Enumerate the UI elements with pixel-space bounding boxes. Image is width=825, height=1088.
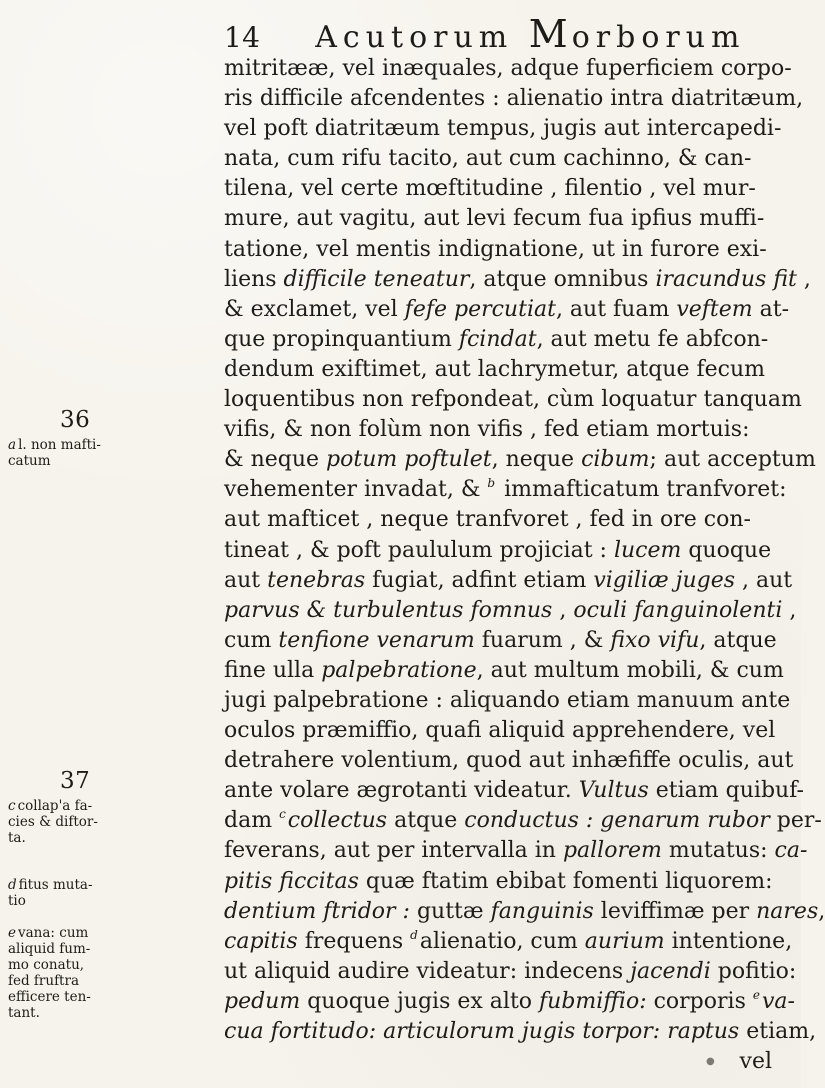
italic-term: jacendi <box>630 958 711 984</box>
text-segment: immafticatum tranfvoret: <box>497 477 787 503</box>
print-speck: ● <box>706 1056 715 1067</box>
text-line <box>224 596 797 626</box>
text-segment: dendum exiftimet, aut lachrymetur, atque fecum <box>224 356 765 382</box>
footnote-marker: d <box>410 927 418 942</box>
main-text <box>224 54 825 1077</box>
text-segment: tineat , & poft paululum projiciat : <box>224 537 614 563</box>
text-segment: que propinquantium <box>224 326 459 352</box>
text-line <box>224 505 772 535</box>
text-line <box>224 415 772 445</box>
italic-term: cua fortitudo: articulorum jugis torpor: raptus <box>224 1019 740 1044</box>
italic-term: va- <box>761 988 795 1014</box>
text-segment: aut mafticet , neque tranfvoret , fed in ore con- <box>224 507 751 533</box>
italic-term: lucem <box>613 537 682 563</box>
text-segment: quoque jugis ex alto <box>300 988 540 1014</box>
italic-term: conductus : genarum rubor <box>464 808 770 834</box>
text-line <box>224 987 795 1017</box>
text-line <box>224 927 793 957</box>
text-segment: , <box>818 898 825 924</box>
text-segment: etiam quibuf- <box>648 778 804 804</box>
text-segment: , <box>796 266 811 292</box>
italic-term: fcindat <box>458 326 537 352</box>
text-line <box>224 536 772 566</box>
margin-note-e <box>8 925 116 1021</box>
running-title-big-letter: M <box>528 12 572 56</box>
italic-term: palpebratione <box>321 657 477 683</box>
margin-note-e-text: vana: cum aliquid fum- mo conatu, fed fruftra efficere ten- tant. <box>8 925 91 1021</box>
margin-note-a <box>8 437 116 469</box>
text-line <box>224 385 802 415</box>
text-segment: vifis, & non folùm non vifis , fed etiam mortuis: <box>224 417 750 443</box>
text-line <box>224 626 777 656</box>
text-segment: vel poft diatritæum tempus, jugis aut intercapedi- <box>224 116 782 142</box>
italic-term: collectus <box>287 808 388 834</box>
text-line <box>224 897 825 927</box>
italic-term: oculi fanguinolenti <box>573 597 783 623</box>
text-segment: , <box>552 597 574 623</box>
italic-term: Vultus <box>578 778 649 804</box>
text-segment: quæ ftatim ebibat fomenti liquorem: <box>358 868 773 894</box>
text-line <box>224 1017 817 1047</box>
text-line <box>224 566 793 596</box>
text-segment: & neque <box>224 447 327 473</box>
text-segment: & exclamet, vel <box>224 296 405 322</box>
margin-notes <box>0 0 118 1088</box>
italic-term: pitis ficcitas <box>224 868 359 894</box>
text-line <box>224 806 822 836</box>
text-segment: mutatus: <box>661 838 775 864</box>
text-segment: , atque omnibus <box>469 266 656 292</box>
text-segment: ante volare ægrotanti videatur. <box>224 778 579 804</box>
italic-term: aurium <box>584 928 665 954</box>
text-line <box>224 957 797 987</box>
catchword: vel <box>739 1049 772 1075</box>
text-segment: , <box>782 597 797 623</box>
text-segment: pofitio: <box>710 958 797 984</box>
text-line <box>224 114 782 144</box>
text-segment: , neque <box>491 447 582 473</box>
italic-term: fixo vifu <box>610 627 700 653</box>
text-line <box>224 325 772 355</box>
text-segment: dam <box>224 808 280 834</box>
italic-term: tenfione venarum <box>278 627 475 653</box>
italic-term: ca- <box>774 838 808 864</box>
text-line <box>224 686 791 716</box>
italic-term: nares <box>756 898 819 924</box>
margin-note-c-letter: c <box>8 798 16 814</box>
page-number: 14 <box>224 21 261 54</box>
footnote-marker: c <box>279 807 286 822</box>
italic-term: vigiliæ juges <box>593 567 736 593</box>
paragraph-number-37: 37 <box>60 768 91 794</box>
text-line <box>224 867 772 897</box>
text-line <box>224 836 808 866</box>
paragraph-number-36: 36 <box>60 407 91 433</box>
margin-note-c <box>8 798 116 846</box>
text-segment: quoque <box>681 537 772 563</box>
text-segment: ; aut acceptum <box>649 447 816 473</box>
text-line <box>224 656 784 686</box>
italic-term: cibum <box>581 447 650 473</box>
italic-term: difficile teneatur <box>283 266 470 292</box>
italic-term: pedum <box>224 988 301 1014</box>
italic-term: dentium ftridor : <box>224 898 410 924</box>
text-line <box>224 84 804 114</box>
text-segment: ris difficile afcendentes : alienatio intra diatritæum, <box>224 86 804 112</box>
running-title <box>315 12 745 56</box>
text-line <box>224 1047 772 1077</box>
text-segment: fuarum , & <box>474 627 611 653</box>
italic-term: potum poftulet <box>326 447 492 473</box>
text-segment: tatione, vel mentis indignatione, ut in furore exi- <box>224 236 767 262</box>
text-segment: aut <box>224 567 268 593</box>
italic-term: fubmiffio: <box>539 988 647 1014</box>
text-line <box>224 355 772 385</box>
text-segment: fine ulla <box>224 657 322 683</box>
text-segment: at- <box>752 296 790 322</box>
italic-term: fanguinis <box>490 898 594 924</box>
text-segment: frequens <box>297 928 411 954</box>
margin-note-e-letter: e <box>8 925 16 941</box>
text-line <box>224 144 772 174</box>
text-segment: etiam, <box>739 1019 817 1044</box>
margin-note-d-text: fitus muta- tio <box>8 877 93 909</box>
text-segment: detrahere volentium, quod aut inhæfiffe oculis, aut <box>224 748 794 774</box>
text-segment: feverans, aut per intervalla in <box>224 838 563 864</box>
text-segment: atque <box>387 808 465 834</box>
margin-note-d <box>8 877 116 909</box>
text-segment: guttæ <box>409 898 491 924</box>
text-line <box>224 265 811 295</box>
text-segment: leviffimæ per <box>593 898 757 924</box>
page-header <box>224 12 746 56</box>
italic-term: capitis <box>224 928 298 954</box>
text-segment: alienatio, cum <box>419 928 585 954</box>
margin-note-d-letter: d <box>8 877 17 893</box>
text-segment: vehementer invadat, & <box>224 477 488 503</box>
text-segment: loquentibus non refpondeat, cùm loquatur tanquam <box>224 387 802 413</box>
text-line <box>224 174 772 204</box>
italic-term: fefe percutiat <box>404 296 556 322</box>
footnote-marker: e <box>752 987 760 1002</box>
text-segment: , aut multum mobili, & cum <box>476 657 784 683</box>
text-segment: per- <box>769 808 822 834</box>
text-segment: intentione, <box>664 928 793 954</box>
footnote-marker: b <box>487 476 496 491</box>
text-segment: mitritææ, vel inæquales, adque fuperficiem corpo- <box>224 56 792 81</box>
running-title-part2: orborum <box>571 20 746 55</box>
italic-term: pallorem <box>562 838 662 864</box>
text-line <box>224 716 776 746</box>
text-line <box>224 295 790 325</box>
running-title-part1: Acutorum <box>315 20 529 55</box>
text-segment: fugiat, adfint etiam <box>365 567 594 593</box>
margin-note-a-text: l. non mafti- catum <box>8 437 101 469</box>
text-line <box>224 445 816 475</box>
text-line <box>224 475 787 505</box>
text-line <box>224 204 772 234</box>
text-segment: , aut fuam <box>555 296 677 322</box>
text-segment: , aut metu fe abfcon- <box>536 326 769 352</box>
text-line <box>224 776 804 806</box>
italic-term: iracundus fit <box>655 266 797 292</box>
text-line <box>224 54 792 84</box>
text-line <box>224 235 772 265</box>
italic-term: tenebras <box>267 567 366 593</box>
margin-note-a-letter: a <box>8 437 17 453</box>
text-segment: cum <box>224 627 279 653</box>
italic-term: parvus & turbulentus fomnus <box>224 597 553 623</box>
text-segment: corporis <box>646 988 753 1014</box>
text-line <box>224 746 794 776</box>
text-segment: jugi palpebratione : aliquando etiam manuum ante <box>224 687 791 713</box>
text-segment: mure, aut vagitu, aut levi fecum fua ipfius muffi- <box>224 206 765 232</box>
text-segment: ut aliquid audire videatur: indecens <box>224 958 631 984</box>
text-segment: oculos præmiffio, quafi aliquid apprehendere, vel <box>224 718 776 744</box>
text-segment: nata, cum rifu tacito, aut cum cachinno, & can- <box>224 146 752 172</box>
text-segment: tilena, vel certe mœftitudine , filentio , vel mur- <box>224 176 756 202</box>
text-segment: , atque <box>699 627 777 653</box>
text-segment: , aut <box>735 567 793 593</box>
margin-note-c-text: collap'a fa- cies & diftor- ta. <box>8 798 98 846</box>
text-segment: liens <box>224 266 284 292</box>
italic-term: veftem <box>676 296 753 322</box>
